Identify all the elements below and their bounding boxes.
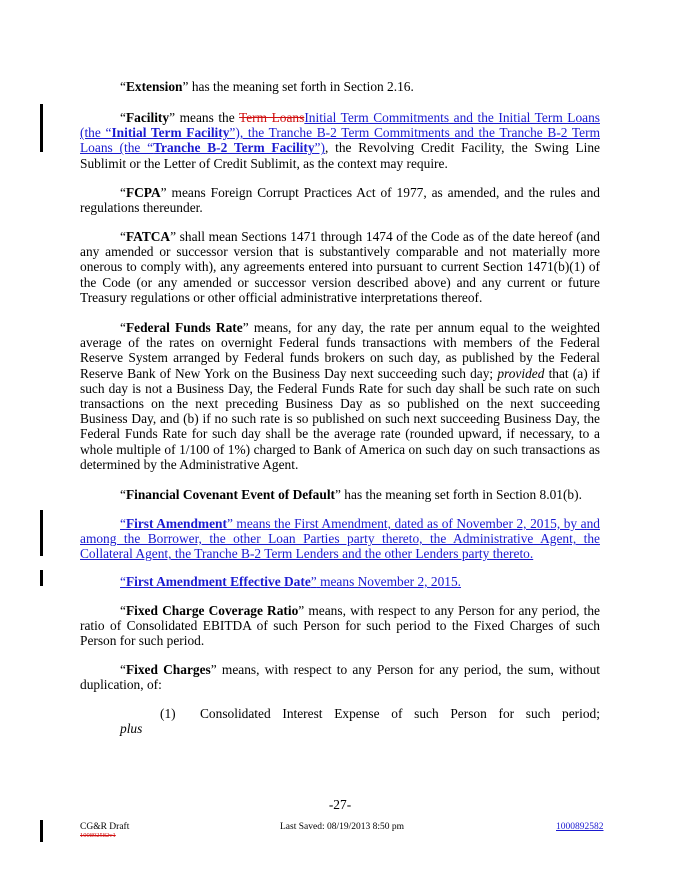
page-number: -27- [328,797,352,812]
list-number: (1) [160,706,176,721]
definition-fixed-charges: “Fixed Charges” means, with respect to any Person for any period, the sum, without duplication, of: [80,662,600,693]
list-item [80,706,600,736]
inserted-text: “First Amendment” means the First Amendment, dated as of November 2, 2015, by and among the Borrower, the other Loan Parties party thereto, the Administrative Agent, the Collateral Agent, the Tranche B-2 Term Lenders and the other Lenders party thereto. [80,516,600,562]
definition-facility: “Facility” means the Term LoansInitial Term Commitments and the Initial Term Loans (the “Initial Term Facility”), the Tranche B-2 Term Commitments and the Tranche B-2 Term Loans (the “Tranche B-2 Term Facility”), the Revolving Credit Facility, the Swing Line Sublimit or the Letter of Credit Sublimit, as the context may require. [80,110,600,171]
definition-extension: “Extension” has the meaning set forth in Section 2.16. [120,79,414,94]
defined-term: FATCA [125,229,171,244]
list-text [200,706,600,721]
list-continuation: plus [120,721,143,736]
defined-term: Financial Covenant Event of Default [125,487,335,502]
definition-fcpa: “FCPA” means Foreign Corrupt Practices Act of 1977, as amended, and the rules and regulations thereunder. [80,185,600,216]
defined-term: Fixed Charge Coverage Ratio [125,603,299,618]
footer-old-doc-id: 100892582v1 [80,832,116,839]
change-bar [40,570,43,586]
list-word: Consolidated [200,706,271,721]
list-word: such [414,706,439,721]
definition-first-amendment-effective-date [80,574,600,589]
defined-term: Federal Funds Rate [125,320,243,335]
list-word: Interest [282,706,323,721]
defined-term: Extension [125,79,183,94]
deleted-text: Term Loans [239,110,305,125]
defined-term: Facility [125,110,170,125]
list-word: for [498,706,515,721]
list-word: such [525,706,551,721]
change-bar [40,820,43,842]
defined-term: FCPA [125,185,161,200]
definition-financial-covenant: “Financial Covenant Event of Default” has the meaning set forth in Section 8.01(b). [120,487,582,502]
list-word: period; [562,706,600,721]
defined-term: Fixed Charges [125,662,211,677]
list-word: Expense [334,706,380,721]
footer-doc-id: 1000892582 [556,822,604,832]
definition-federal-funds-rate: “Federal Funds Rate” means, for any day, the rate per annum equal to the weighted average of the rates on overnight Federal funds transactions with members of the Federal Reserve System arranged by Federal funds brokers on such day, as published by the Federal Reserve Bank of New York on the Business Day next succeeding such day; provided that (a) if such day is not a Business Day, the Federal Funds Rate for such day shall be such rate on such transactions on the next preceding Business Day as so published on the next succeeding Business Day, and (b) if no such rate is so published on such next succeeding Business Day, the Federal Funds Rate for such day shall be the average rate (rounded upward, if necessary, to a whole multiple of 1/100 of 1%) charged to Bank of America on such day on such transactions as determined by the Administrative Agent. [80,320,600,472]
inserted-text: “First Amendment Effective Date” means November 2, 2015. [120,574,462,589]
definition-fatca: “FATCA” shall mean Sections 1471 through 1474 of the Code as of the date hereof (and any amended or successor version that is substantively comparable and not materially more onerous to comply with), any agreements entered into pursuant to current Section 1471(b)(1) of the Code (or any amended or successor version described above) and any current or future Treasury regulations or other official administrative interpretations thereof. [80,229,600,305]
list-word: of [391,706,403,721]
change-bar [40,510,43,556]
definition-fixed-charge-coverage-ratio: “Fixed Charge Coverage Ratio” means, with respect to any Person for any period, the ratio of Consolidated EBITDA of such Person for such period to the Fixed Charges of such Person for such period. [80,603,600,649]
definition-first-amendment [80,516,600,562]
inserted-text: Initial Term Commitments and the Initial Term Loans (the “Initial Term Facility”), the Tranche B-2 Term Commitments and the Tranche B-2 Term Loans (the “Tranche B-2 Term Facility”) [80,110,600,156]
footer-draft-label: CG&R Draft 100892582v1 [80,822,130,839]
change-bar [40,104,43,152]
footer-saved: Last Saved: 08/19/2013 8:50 pm [280,822,405,832]
list-word: Person [450,706,487,721]
